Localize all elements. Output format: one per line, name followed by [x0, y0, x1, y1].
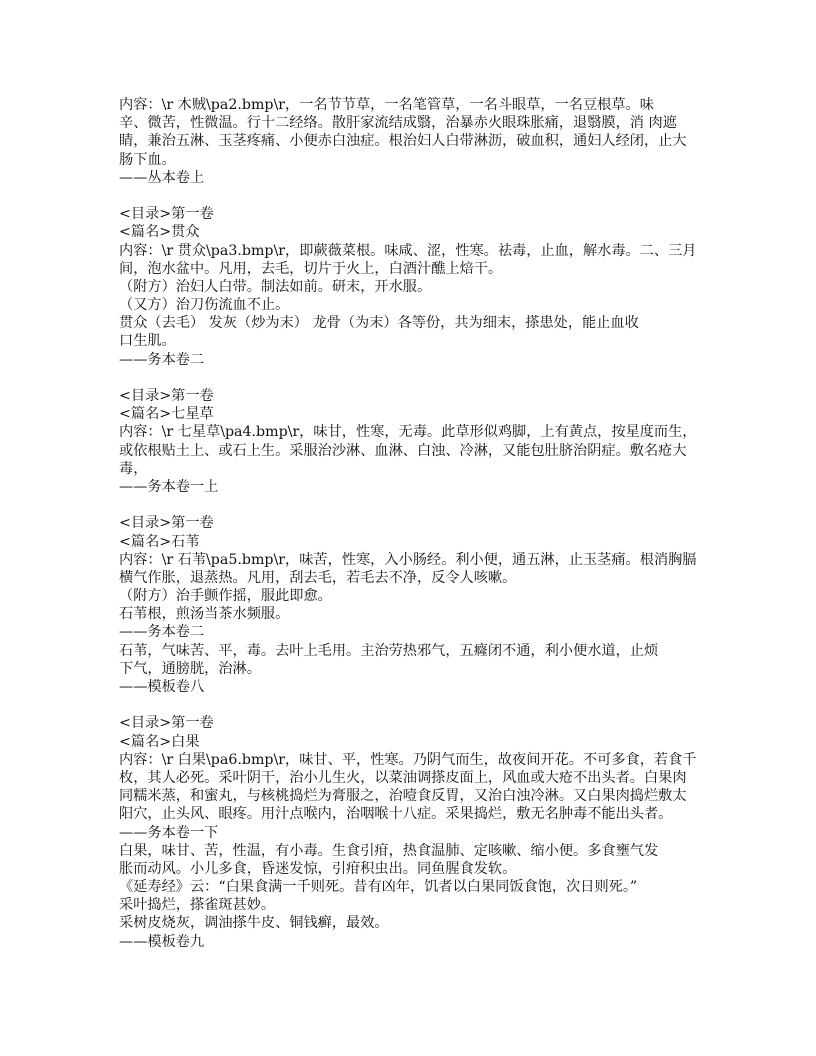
- text-line: 胀而动风。小儿多食，昏迷发惊，引疳积虫出。同鱼腥食发软。: [119, 860, 517, 877]
- text-line: （附方）治手颤作摇，服此即愈。: [119, 588, 332, 605]
- text-line: 横气作胀，退蒸热。凡用，刮去毛，若毛去不净，反令人咳嗽。: [119, 569, 517, 586]
- text-line: 石苇，气味苦、平，毒。去叶上毛用。主治劳热邪气，五癃闭不通，利小便水道，止烦: [119, 642, 659, 659]
- text-line: （又方）治刀伤流血不止。: [119, 297, 290, 314]
- blank-line: [119, 187, 719, 205]
- text-line: 或依根贴土上、或石上生。采服治沙淋、血淋、白浊、冷淋，又能包肚脐治阴症。敷名疮大: [119, 442, 687, 459]
- text-line: 内容：\r 贯众\pa3.bmp\r，即蕨薇菜根。味咸、涩，性寒。祛毒，止血，解水毒。二、三月: [119, 242, 697, 259]
- source-citation: ——务本卷二: [119, 351, 205, 368]
- source-citation: ——务本卷一下: [119, 824, 219, 841]
- chapter-title: <篇名>白果: [119, 733, 200, 750]
- text-line: 肠下血。: [119, 151, 176, 168]
- source-citation: ——务本卷二: [119, 624, 205, 641]
- catalog-heading: <目录>第一卷: [119, 388, 214, 404]
- text-line: 阳穴，止头风、眼疼。用汁点喉内，治咽喉十八症。采果捣烂，敷无名肿毒不能出头者。: [119, 806, 673, 823]
- text-line: 贯众（去毛） 发灰（炒为末） 龙骨（为末）各等份，共为细末，搽患处，能止血收: [119, 315, 639, 332]
- source-citation: ——丛本卷上: [119, 169, 205, 186]
- text-line: 内容：\r 木贼\pa2.bmp\r，一名节节草，一名笔管草，一名斗眼草，一名豆根草。味: [119, 97, 654, 113]
- text-line: 白果，味甘、苦，性温，有小毒。生食引疳，热食温肺、定咳嗽、缩小便。多食壅气发: [119, 842, 659, 859]
- text-line: 内容：\r 七星草\pa4.bmp\r，味甘，性寒，无毒。此草形似鸡脚，上有黄点，按星度而生，: [119, 424, 697, 441]
- text-line: 辛、微苦，性微温。行十二经络。散肝家流结成翳，治暴赤火眼珠胀痛，退翳膜，消 肉遮: [119, 115, 677, 132]
- source-citation: ——模板卷九: [119, 933, 205, 950]
- blank-line: [119, 369, 719, 387]
- catalog-heading: <目录>第一卷: [119, 715, 214, 732]
- source-citation: ——模板卷八: [119, 679, 205, 695]
- blank-line: [119, 496, 719, 514]
- text-line: 枚，其人必死。采叶阴干，治小儿生火，以菜油调搽皮面上，风血或大疮不出头者。白果肉: [119, 769, 687, 786]
- text-line: 毒，: [119, 460, 148, 477]
- source-citation: ——务本卷一上: [119, 478, 219, 495]
- text-line: 内容：\r 白果\pa6.bmp\r，味甘、平，性寒。乃阴气而生，故夜间开花。不可多食，若食千: [119, 751, 697, 768]
- text-line: 口生肌。: [119, 333, 176, 350]
- chapter-title: <篇名>石苇: [119, 533, 200, 550]
- chapter-title: <篇名>贯众: [119, 224, 200, 241]
- catalog-heading: <目录>第一卷: [119, 206, 214, 223]
- text-line: 采树皮烧灰，调油搽牛皮、铜钱癣，最效。: [119, 915, 389, 932]
- catalog-heading: <目录>第一卷: [119, 515, 214, 532]
- text-line: 《延寿经》云：“白果食满一千则死。昔有凶年，饥者以白果同饭食饱，次日则死。”: [119, 879, 638, 896]
- text-line: 内容：\r 石苇\pa5.bmp\r，味苦，性寒，入小肠经。利小便，通五淋，止玉茎痛。根消胸膈: [119, 551, 697, 568]
- chapter-title: <篇名>七星草: [119, 406, 214, 423]
- text-line: 同糯米蒸，和蜜丸，与核桃捣烂为膏服之，治噎食反胃，又治白浊冷淋。又白果肉捣烂敷太: [119, 788, 687, 805]
- text-line: 间，泡水盆中。凡用，去毛，切片于火上，白酒汁醮上焙干。: [119, 260, 503, 277]
- text-line: 下气，通膀胱，治淋。: [119, 660, 261, 677]
- blank-line: [119, 696, 719, 714]
- text-line: （附方）治妇人白带。制法如前。研末，开水服。: [119, 278, 432, 295]
- document-body: [119, 96, 719, 951]
- text-line: 睛，兼治五淋、玉茎疼痛、小便赤白浊症。根治妇人白带淋沥，破血积，通妇人经闭，止大: [119, 133, 687, 150]
- text-line: 采叶捣烂，搽雀斑甚妙。: [119, 897, 276, 914]
- text-line: 石苇根，煎汤当茶水频服。: [119, 606, 290, 623]
